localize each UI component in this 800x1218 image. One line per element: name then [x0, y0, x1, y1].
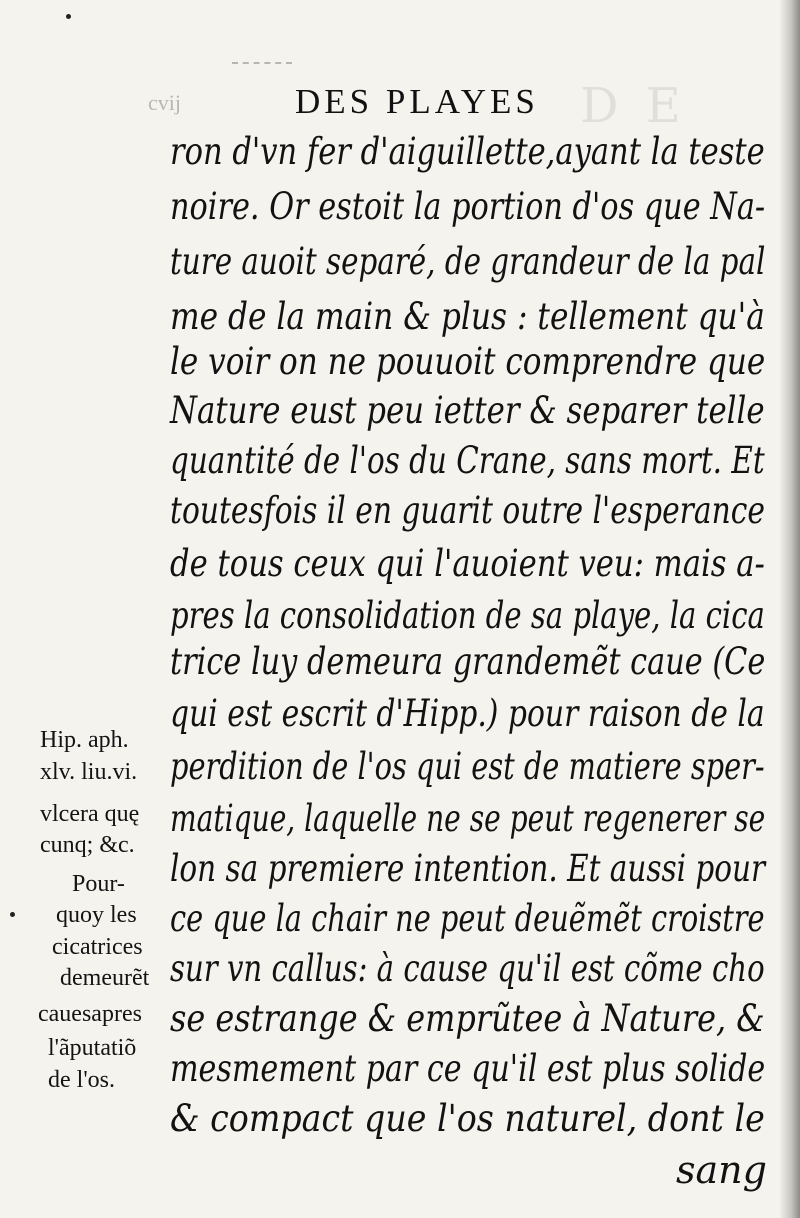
text-line: pres la consolidation de sa playe, la cica [170, 594, 765, 637]
margin-note-line: Hip. aph. [40, 727, 129, 753]
text-line: se estrange & emprũtee à Nature, & [170, 997, 765, 1040]
text-line: qui est escrit d'Hipp.) pour raison de la [170, 692, 765, 735]
text-line: trice luy demeura grandemẽt caue (Ce [170, 640, 766, 683]
margin-note-line: Pour- [72, 871, 125, 897]
text-line: toutesfois il en guarit outre l'esperance [170, 489, 765, 532]
text-line: matique, laquelle ne se peut regenerer se [170, 797, 766, 840]
text-line: Nature eust peu ietter & separer telle [170, 389, 765, 432]
margin-note-line: demeurẽt [60, 965, 150, 991]
text-line: me de la main & plus : tellement qu'à [170, 295, 765, 338]
show-through-ink: D E [580, 78, 687, 134]
margin-note-line: cicatrices [52, 934, 143, 960]
text-line: ce que la chair ne peut deuẽmẽt croistre [170, 897, 765, 940]
margin-note-line: cunq; &c. [40, 832, 135, 858]
text-line: de tous ceux qui l'auoient veu: mais a- [170, 542, 765, 585]
margin-note-line: vlcera quę [40, 801, 140, 827]
page-gutter-shadow [780, 0, 800, 1218]
text-line: le voir on ne pouuoit comprendre que [170, 340, 766, 383]
running-head: DES PLAYES [295, 82, 539, 121]
text-line: quantité de l'os du Crane, sans mort. Et [170, 439, 765, 482]
text-line: lon sa premiere intention. Et aussi pour [170, 847, 766, 890]
ink-speck [66, 14, 71, 19]
catchword: sang [676, 1148, 767, 1192]
margin-note-line: quoy les [56, 902, 137, 928]
ink-speck [10, 912, 15, 917]
header-rule [232, 62, 292, 64]
folio-show-through: cvij [148, 90, 181, 115]
text-line: mesmement par ce qu'il est plus solide [170, 1047, 766, 1090]
margin-note-line: xlv. liu.vi. [40, 759, 138, 785]
text-line: ture auoit separé, de grandeur de la pal [170, 240, 766, 283]
text-line: ron d'vn fer d'aiguillette,ayant la teste [170, 130, 765, 173]
text-line: perdition de l'os qui est de matiere sper- [170, 745, 765, 788]
margin-note-line: cauesapres [38, 1001, 142, 1027]
text-line: & compact que l'os naturel, dont le [170, 1097, 765, 1140]
text-line: sur vn callus: à cause qu'il est cõme cho [170, 947, 765, 990]
text-line: noire. Or estoit la portion d'os que Na- [170, 185, 766, 228]
margin-note-line: l'ãputatiõ [48, 1035, 137, 1061]
margin-note-line: de l'os. [48, 1067, 115, 1093]
